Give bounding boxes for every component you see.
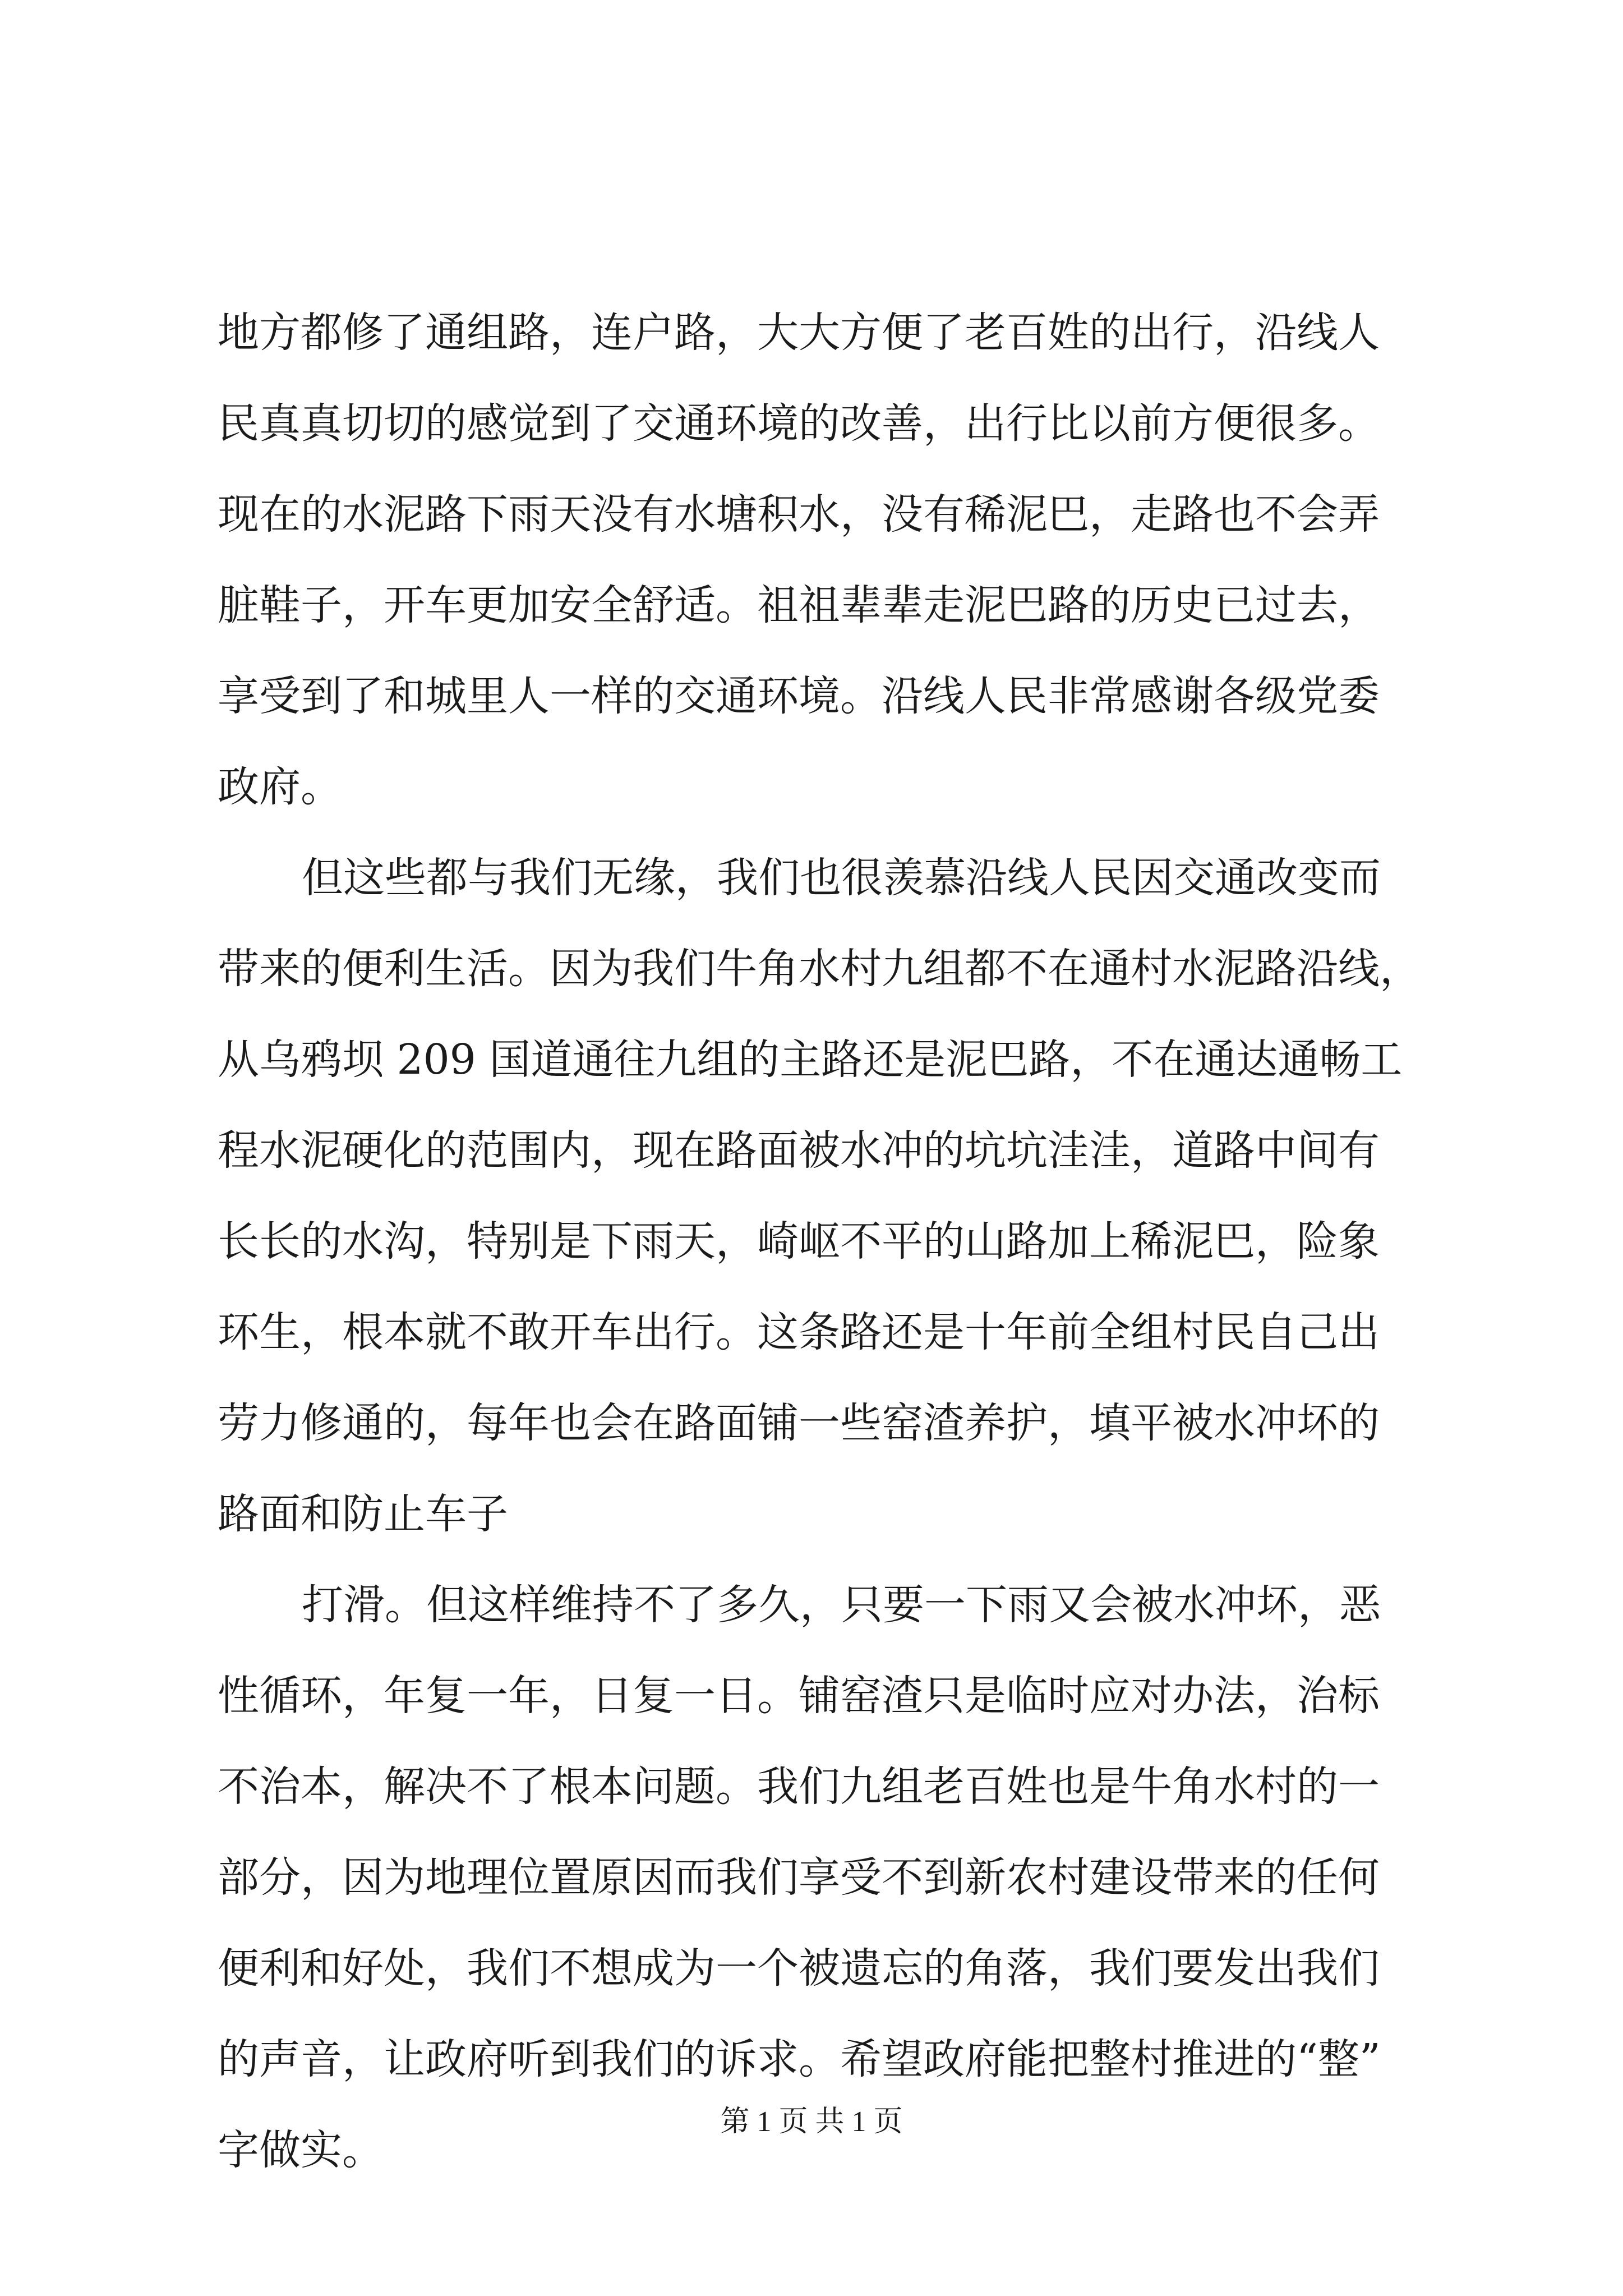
text-line: 带来的便利生活。因为我们牛角水村九组都不在通村水泥路沿线， (218, 945, 1421, 993)
text-line: 政府。 (218, 763, 342, 811)
text-line: 性循环，年复一年，日复一日。铺窑渣只是临时应对办法，治标 (218, 1672, 1380, 1720)
text-line: 字做实。 (218, 2126, 384, 2174)
paragraph-1 (218, 287, 1440, 832)
text-line: 长长的水沟，特别是下雨天，崎岖不平的山路加上稀泥巴，险象 (218, 1217, 1380, 1266)
text-line: 打滑。但这样维持不了多久，只要一下雨又会被水冲坏，恶 (302, 1581, 1381, 1629)
text-line: 享受到了和城里人一样的交通环境。沿线人民非常感谢各级党委 (218, 672, 1380, 720)
document-body (218, 287, 1440, 2196)
text-line: 程水泥硬化的范围内，现在路面被水冲的坑坑洼洼，道路中间有 (218, 1126, 1380, 1175)
text-line: 民真真切切的感觉到了交通环境的改善，出行比以前方便很多。 (218, 399, 1380, 448)
text-line: 便利和好处，我们不想成为一个被遗忘的角落，我们要发出我们 (218, 1944, 1380, 1993)
text-line: 部分，因为地理位置原因而我们享受不到新农村建设带来的任何 (218, 1853, 1380, 1902)
paragraph-2 (218, 832, 1440, 1559)
text-line: 脏鞋子，开车更加安全舒适。祖祖辈辈走泥巴路的历史已过去， (218, 581, 1380, 629)
page-footer: 第 1 页 共 1 页 (720, 2106, 903, 2138)
text-line: 劳力修通的，每年也会在路面铺一些窑渣养护，填平被水冲坏的 (218, 1399, 1380, 1447)
text-line: 环生，根本就不敢开车出行。这条路还是十年前全组村民自己出 (218, 1308, 1380, 1356)
text-line: 的声音，让政府听到我们的诉求。希望政府能把整村推进的“整” (218, 2035, 1381, 2083)
text-line: 现在的水泥路下雨天没有水塘积水，没有稀泥巴，走路也不会弄 (218, 490, 1380, 539)
text-line: 不治本，解决不了根本问题。我们九组老百姓也是牛角水村的一 (218, 1763, 1380, 1811)
paragraph-3 (218, 1559, 1440, 2196)
text-line: 从乌鸦坝 209 国道通往九组的主路还是泥巴路，不在通达通畅工 (218, 1036, 1403, 1084)
text-line: 路面和防止车子 (218, 1490, 508, 1538)
text-line: 但这些都与我们无缘，我们也很羡慕沿线人民因交通改变而 (302, 854, 1381, 902)
text-line: 地方都修了通组路，连户路，大大方便了老百姓的出行，沿线人 (218, 309, 1380, 357)
